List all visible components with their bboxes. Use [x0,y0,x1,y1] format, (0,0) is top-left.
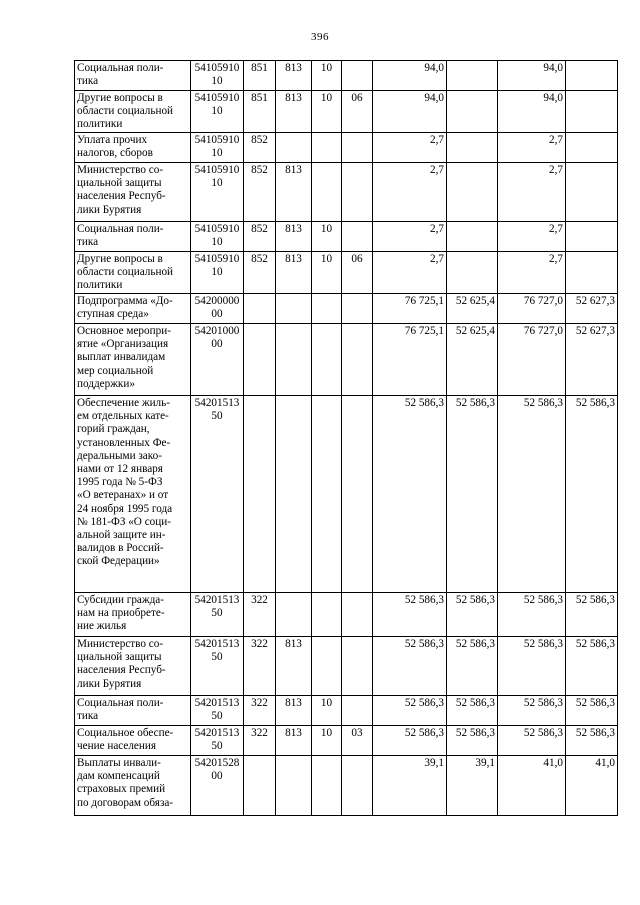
row-name-line: Социальная поли- [77,62,164,74]
row-name-line: Уплата прочих [77,134,148,146]
row-name-line: Социальная поли- [77,223,164,235]
section-code-cell [312,756,342,816]
row-name-line: 1995 года № 5-ФЗ [77,476,163,489]
amount-cell-4: 52 627,3 [566,294,618,324]
amount-cell-1: 39,1 [373,756,447,816]
subsection-code-cell [342,696,373,726]
amount-cell-4 [566,222,618,252]
row-name-cell [75,252,191,294]
subsection-code-cell [342,222,373,252]
row-name-line: циальной защиты [77,651,162,664]
budget-admin-code-cell [276,593,312,637]
amount-cell-4 [566,61,618,91]
amount-cell-1: 52 586,3 [373,637,447,696]
target-article-code-part: 54105910 [194,223,240,235]
row-name-line: альной защите ин- [77,529,166,542]
target-article-code-cell [191,133,244,163]
amount-cell-4: 52 627,3 [566,324,618,396]
target-article-code-cell [191,61,244,91]
amount-cell-3: 41,0 [498,756,566,816]
target-article-code-cell [191,637,244,696]
target-article-code-part: 54201513 [194,397,240,409]
table-row [75,756,618,816]
amount-cell-1: 52 586,3 [373,726,447,756]
budget-admin-code-cell [276,324,312,396]
row-name-line: области социальной [77,266,174,279]
target-article-code-cell [191,593,244,637]
target-article-code-part: 50 [211,651,223,664]
table-row [75,294,618,324]
row-name-line: циальной защиты [77,177,162,190]
budget-admin-code-cell: 813 [276,726,312,756]
expense-type-cell: 852 [244,222,276,252]
amount-cell-1: 76 725,1 [373,294,447,324]
budget-admin-code-cell: 813 [276,252,312,294]
amount-cell-3: 52 586,3 [498,637,566,696]
amount-cell-4: 52 586,3 [566,396,618,593]
row-name-line: выплат инвалидам [77,351,166,364]
row-name-cell [75,222,191,252]
target-article-code-part: 54200000 [194,295,240,307]
section-code-cell: 10 [312,726,342,756]
amount-cell-2 [447,222,498,252]
row-name-cell [75,133,191,163]
amount-cell-2 [447,61,498,91]
amount-cell-3: 94,0 [498,61,566,91]
amount-cell-4: 52 586,3 [566,696,618,726]
row-name-line: налогов, сборов [77,147,153,160]
target-article-code-cell [191,294,244,324]
row-name-cell [75,756,191,816]
amount-cell-3: 2,7 [498,222,566,252]
target-article-code-cell [191,91,244,133]
amount-cell-3: 52 586,3 [498,726,566,756]
amount-cell-3: 2,7 [498,252,566,294]
row-name-cell [75,61,191,91]
row-name-line: Подпрограмма «До- [77,295,173,307]
row-name-cell [75,696,191,726]
row-name-cell [75,726,191,756]
row-name-line: Социальная поли- [77,697,164,709]
amount-cell-1: 52 586,3 [373,696,447,726]
amount-cell-1: 2,7 [373,163,447,222]
target-article-code-part: 10 [211,177,223,190]
budget-admin-code-cell: 813 [276,91,312,133]
amount-cell-2: 52 586,3 [447,396,498,593]
row-name-line: ятие «Организация [77,338,169,351]
table-row [75,696,618,726]
amount-cell-4: 52 586,3 [566,593,618,637]
target-article-code-part: 00 [211,338,223,351]
amount-cell-3: 2,7 [498,163,566,222]
row-name-line: Министерство со- [77,164,164,176]
table-row [75,593,618,637]
target-article-code-part: 10 [211,236,223,249]
row-name-line: нам на приобрете- [77,607,165,620]
budget-admin-code-cell: 813 [276,696,312,726]
section-code-cell [312,324,342,396]
section-code-cell: 10 [312,61,342,91]
subsection-code-cell [342,163,373,222]
expense-type-cell: 322 [244,726,276,756]
amount-cell-3: 52 586,3 [498,696,566,726]
subsection-code-cell [342,637,373,696]
target-article-code-part: 00 [211,770,223,783]
section-code-cell [312,294,342,324]
row-name-line: мер социальной [77,364,154,377]
budget-table [74,60,618,816]
expense-type-cell: 852 [244,133,276,163]
table-row [75,61,618,91]
target-article-code-part: 54105910 [194,164,240,176]
subsection-code-cell: 06 [342,91,373,133]
amount-cell-1: 52 586,3 [373,396,447,593]
page-number: 396 [311,31,329,43]
table-row [75,726,618,756]
subsection-code-cell [342,396,373,593]
row-name-line: ской Федерации» [77,555,160,568]
row-name-line: деральными зако- [77,449,162,462]
row-name-line: области социальной [77,105,174,118]
target-article-code-cell [191,252,244,294]
amount-cell-1: 2,7 [373,252,447,294]
table-row [75,637,618,696]
target-article-code-part: 10 [211,75,223,88]
target-article-code-part: 54201513 [194,638,240,650]
section-code-cell [312,593,342,637]
row-name-line: Другие вопросы в [77,253,163,265]
expense-type-cell: 322 [244,696,276,726]
target-article-code-cell [191,222,244,252]
budget-admin-code-cell [276,294,312,324]
target-article-code-part: 10 [211,266,223,279]
budget-admin-code-cell: 813 [276,222,312,252]
expense-type-cell [244,324,276,396]
row-name-line: населения Респуб- [77,190,166,203]
target-article-code-part: 00 [211,308,223,321]
amount-cell-3: 2,7 [498,133,566,163]
expense-type-cell [244,756,276,816]
budget-admin-code-cell: 813 [276,163,312,222]
section-code-cell: 10 [312,252,342,294]
row-name-line: лики Бурятия [77,677,142,690]
row-name-line: Другие вопросы в [77,92,163,104]
amount-cell-2 [447,91,498,133]
budget-table-body [75,61,618,816]
table-row [75,163,618,222]
expense-type-cell: 852 [244,252,276,294]
target-article-code-cell [191,163,244,222]
row-name-line: ние жилья [77,620,127,633]
amount-cell-2: 52 586,3 [447,696,498,726]
target-article-code-cell [191,726,244,756]
subsection-code-cell [342,133,373,163]
row-name-line: нами от 12 января [77,463,163,476]
subsection-code-cell: 06 [342,252,373,294]
row-name-cell [75,637,191,696]
budget-admin-code-cell: 813 [276,61,312,91]
budget-admin-code-cell [276,756,312,816]
amount-cell-4 [566,252,618,294]
amount-cell-4 [566,91,618,133]
amount-cell-1: 2,7 [373,222,447,252]
amount-cell-3: 76 727,0 [498,294,566,324]
table-row [75,324,618,396]
amount-cell-1: 2,7 [373,133,447,163]
amount-cell-2: 52 625,4 [447,294,498,324]
section-code-cell: 10 [312,91,342,133]
expense-type-cell: 851 [244,61,276,91]
row-name-line: поддержки» [77,377,135,390]
target-article-code-part: 54201000 [194,325,240,337]
row-name-cell [75,294,191,324]
row-name-line: Выплаты инвали- [77,757,161,769]
target-article-code-part: 50 [211,740,223,753]
row-name-line: лики Бурятия [77,203,142,216]
row-name-line: Обеспечение жиль- [77,397,170,409]
target-article-code-part: 10 [211,105,223,118]
amount-cell-2: 52 586,3 [447,637,498,696]
amount-cell-1: 94,0 [373,61,447,91]
row-name-line: политики [77,118,123,131]
amount-cell-2: 52 586,3 [447,593,498,637]
amount-cell-3: 94,0 [498,91,566,133]
row-name-line: тика [77,75,99,88]
amount-cell-1: 76 725,1 [373,324,447,396]
row-name-line: по договорам обяза- [77,796,174,809]
row-name-line: валидов в Россий- [77,542,164,555]
target-article-code-part: 54105910 [194,134,240,146]
subsection-code-cell [342,294,373,324]
row-name-line: 24 ноября 1995 года [77,502,173,515]
table-row [75,133,618,163]
amount-cell-2: 39,1 [447,756,498,816]
target-article-code-part: 10 [211,147,223,160]
budget-admin-code-cell [276,396,312,593]
row-name-line: установленных Фе- [77,436,171,449]
row-name-cell [75,91,191,133]
row-name-line: чение населения [77,740,157,753]
table-row [75,91,618,133]
row-name-cell [75,163,191,222]
row-name-cell [75,396,191,593]
row-name-line: страховых премий [77,783,166,796]
target-article-code-part: 54201513 [194,594,240,606]
target-article-code-part: 54105910 [194,62,240,74]
target-article-code-cell [191,756,244,816]
amount-cell-4 [566,133,618,163]
amount-cell-2 [447,252,498,294]
budget-admin-code-cell [276,133,312,163]
expense-type-cell: 852 [244,163,276,222]
row-name-line: дам компенсаций [77,770,160,783]
amount-cell-2: 52 586,3 [447,726,498,756]
amount-cell-1: 94,0 [373,91,447,133]
row-name-line: «О ветеранах» и от [77,489,169,502]
amount-cell-2 [447,133,498,163]
target-article-code-part: 54105910 [194,92,240,104]
section-code-cell [312,637,342,696]
amount-cell-3: 76 727,0 [498,324,566,396]
amount-cell-2: 52 625,4 [447,324,498,396]
row-name-line: Субсидии гражда- [77,594,164,606]
table-row [75,222,618,252]
amount-cell-1: 52 586,3 [373,593,447,637]
section-code-cell [312,396,342,593]
amount-cell-4: 52 586,3 [566,726,618,756]
target-article-code-cell [191,396,244,593]
subsection-code-cell [342,324,373,396]
row-name-line: тика [77,710,99,723]
target-article-code-part: 54201513 [194,727,240,739]
expense-type-cell [244,396,276,593]
section-code-cell: 10 [312,222,342,252]
expense-type-cell: 322 [244,637,276,696]
target-article-code-part: 54201528 [194,757,240,769]
target-article-code-part: 50 [211,410,223,423]
target-article-code-cell [191,696,244,726]
expense-type-cell [244,294,276,324]
subsection-code-cell: 03 [342,726,373,756]
amount-cell-2 [447,163,498,222]
row-name-line: политики [77,279,123,292]
amount-cell-4: 52 586,3 [566,637,618,696]
row-name-line: Основное меропри- [77,325,171,337]
row-name-line: № 181-ФЗ «О соци- [77,515,171,528]
amount-cell-3: 52 586,3 [498,396,566,593]
budget-admin-code-cell: 813 [276,637,312,696]
subsection-code-cell [342,756,373,816]
table-row [75,396,618,593]
row-name-cell [75,324,191,396]
target-article-code-part: 50 [211,710,223,723]
amount-cell-4: 41,0 [566,756,618,816]
section-code-cell [312,163,342,222]
table-row [75,252,618,294]
subsection-code-cell [342,593,373,637]
row-name-line: Министерство со- [77,638,164,650]
subsection-code-cell [342,61,373,91]
amount-cell-4 [566,163,618,222]
target-article-code-cell [191,324,244,396]
target-article-code-part: 50 [211,607,223,620]
row-name-line: ем отдельных кате- [77,410,169,423]
row-name-line: горий граждан, [77,423,150,436]
row-name-line: ступная среда» [77,308,149,321]
row-name-line: населения Респуб- [77,664,166,677]
expense-type-cell: 322 [244,593,276,637]
target-article-code-part: 54105910 [194,253,240,265]
row-name-line: Социальное обеспе- [77,727,174,739]
section-code-cell [312,133,342,163]
expense-type-cell: 851 [244,91,276,133]
section-code-cell: 10 [312,696,342,726]
row-name-cell [75,593,191,637]
target-article-code-part: 54201513 [194,697,240,709]
amount-cell-3: 52 586,3 [498,593,566,637]
row-name-line: тика [77,236,99,249]
